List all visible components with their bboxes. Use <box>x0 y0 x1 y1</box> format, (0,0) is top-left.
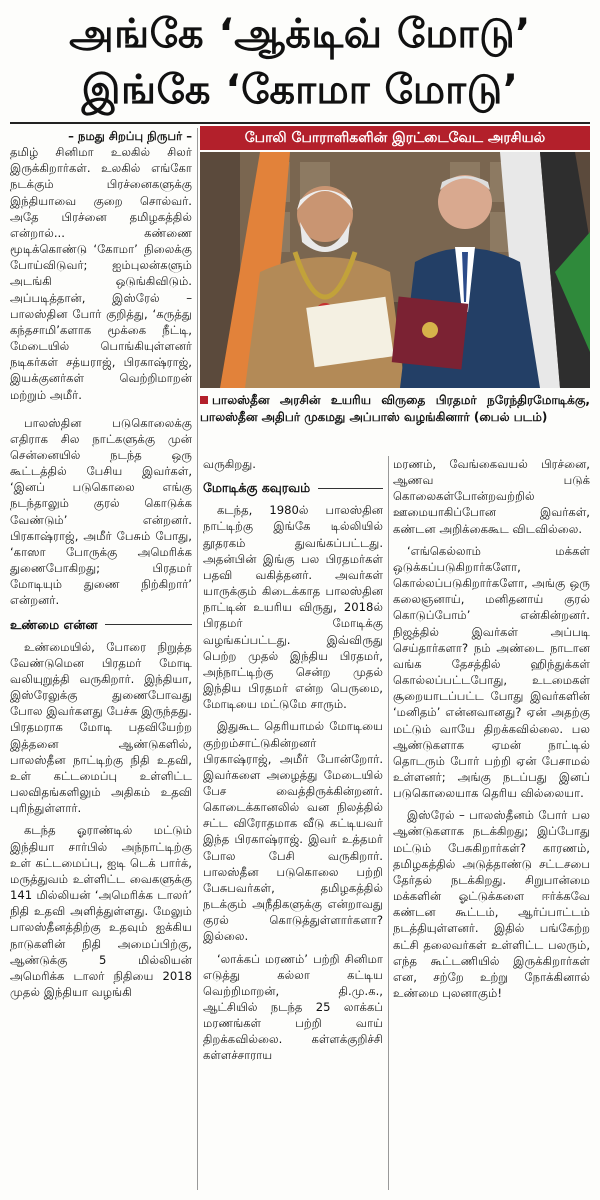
col3-paragraph-2: ‘எங்கெல்லாம் மக்கள் ஒடுக்கப்படுகிறார்களோ, கொல்லப்படுகிறார்களோ, அங்கு ஒரு கலைஞனாய், மனிதனாய் குரல் கொடுப்போம்’ என்கின்றனர். நிஜத்தில் இவர்கள் அப்படி செய்தார்களா? நம் அண்டை நாடான வங்க தேசத்தில் ஹிந்துக்கள் கொல்லப்பட்டபோது, உடமைகள் சூறையாடப்பட்ட போது இவர்களின் ‘மனிதம்’ என்னவானது? ஏன் அதற்கு மட்டும் வாயே திறக்கவில்லை. பல ஆண்டுகளாக ஏமன் நாட்டில் தொடரும் போர் பற்றி ஏன் பேசாமல் உள்ளனர்; அங்கு நடப்பது இனப் படுகொலையாக தெரிய வில்லையா. <box>393 543 590 801</box>
column-divider-1 <box>197 128 198 1190</box>
col2-paragraph-3: இதுகூட தெரியாமல் மோடியை குற்றம்சாட்டுகின்றனர் பிரகாஷ்ராஜ், அமீர் போன்றோர். இவர்களை அழைத்து மேடையில் பேச வைத்திருக்கின்றனர். கொடைக்கானலில் வன நிலத்தில் சட்ட விரோதமாக வீடு கட்டியவர் இந்த பிரகாஷ்ராஜ். இவர் உத்தமர் போல பேசி வருகிறார். பாலஸ்தீன படுகொலை பற்றி பேசுபவர்கள், தமிழகத்தில் நடக்கும் அநீதிகளுக்கு என்றாவது குரல் கொடுத்துள்ளார்களா? இல்லை. <box>203 719 383 944</box>
col1-paragraph-2: பாலஸ்தின படுகொலைக்கு எதிராக சில நாட்களுக்கு முன் சென்னையில் நடந்த ஒரு கூட்டத்தில் பேசிய இவர்கள், ‘இனப் படுகொலை எங்கு நடந்தாலும் குரல் கொடுக்க வேண்டும்’ என்றனர். பிரகாஷ்ராஜ், அமீர் பேசும் போது, ‘காஸா போருக்கு அமெரிக்க துணைபோகிறது; பிரதமர் மோடியும் துணை நிற்கிறார்’ என்றனர். <box>10 415 192 608</box>
column-3 <box>393 456 590 1001</box>
caption-bullet <box>200 396 208 404</box>
col2-paragraph-4: ‘லாக்கப் மரணம்’ பற்றி சினிமா எடுத்து கல்லா கட்டிய வெற்றிமாறன், தி.மு.க., ஆட்சியில் நடந்த 25 லாக்கப் மரணங்கள் பற்றி வாய் திறக்கவில்லை. கள்ளக்குறிச்சி கள்ளச்சாராய <box>203 951 383 1063</box>
col2-paragraph-1: வருகிறது. <box>203 457 256 471</box>
news-photo <box>200 152 590 388</box>
byline: – நமது சிறப்பு நிருபர் – <box>68 129 192 143</box>
headline-line-2: இங்கே ‘கோமா மோடு’ <box>81 67 519 113</box>
photo-illustration <box>200 152 590 388</box>
headline-rule <box>10 122 590 124</box>
subhead-truth <box>10 617 192 633</box>
caption-text: பாலஸ்தீன அரசின் உயரிய விருதை பிரதமர் நரேந்திரமோடிக்கு, பாலஸ்தீன அதிபர் முகமது அப்பாஸ் வழங்கினார் (பைல் படம்) <box>200 393 590 424</box>
col1-paragraph-4: கடந்த ஓராண்டில் மட்டும் இந்தியா சார்பில் அந்நாட்டிற்கு உள் கட்டமைப்பு, ஐடி டெக் பார்க், மருத்துவம் உள்ளிட்ட வைகளுக்கு 141 மில்லியன் ‘அமெரிக்க டாலர்’ நிதி உதவி அளித்துள்ளது. மேலும் பாலஸ்தீனத்திற்கு உதவும் ஐக்கிய நாடுகளின் நிதி அமைப்பிற்கு, ஆண்டுக்கு 5 மில்லியன் அமெரிக்க டாலர் நிதியை 2018 முதல் இந்தியா வழங்கி <box>10 823 192 999</box>
col2-paragraph-2: கடந்த, 1980ல் பாலஸ்தின நாட்டிற்கு இங்கே டில்லியில் தூதரகம் துவங்கப்பட்டது. அதன்பின் இங்கு பல பிரதமர்கள் பதவி வகித்தனர். அவர்கள் யாருக்கும் கிடைக்காத பாலஸ்தின நாட்டின் உயரிய விருது, 2018ல் பிரதமர் மோடிக்கு வழங்கப்பட்டது. இவ்விருது பெற்ற முதல் இந்திய பிரதமர், அந்நாட்டிற்கு சென்ற முதல் இந்திய பிரதமர் என்ற பெருமை, மோடியை மட்டுமே சாரும். <box>203 503 383 712</box>
headline-line-1: அங்கே ‘ஆக்டிவ் மோடு’ <box>69 11 531 57</box>
banner: போலி போராளிகளின் இரட்டைவேட அரசியல் <box>200 126 590 150</box>
column-divider-2 <box>388 456 389 1190</box>
subhead-pride <box>203 480 383 496</box>
column-2 <box>203 456 383 1064</box>
column-1 <box>10 128 192 1000</box>
col1-paragraph-1: தமிழ் சினிமா உலகில் சிலர் இருக்கிறார்கள். உலகில் எங்கோ நடக்கும் பிரச்னைகளுக்கு இந்தியாவை குறை சொல்வர். அதே பிரச்னை தமிழகத்தில் என்றால்... கண்ணை மூடிக்கொண்டு ‘கோமா’ நிலைக்கு போய்விடுவர்; ஐம்புலன்களும் அடங்கி ஒடுங்கிவிடும். அப்படித்தான், இஸ்ரேல் – பாலஸ்தின போர் குறித்து, ‘கருத்து கந்தசாமி’களாக மூக்கை நீட்டி, மேடையில் பொங்கியுள்ளனர் நடிகர்கள் சத்யராஜ், பிரகாஷ்ராஜ், இயக்குனர்கள் வெற்றிமாறன் மற்றும் அமீர். <box>10 145 192 402</box>
subhead-pride-text: மோடிக்கு கவுரவம் <box>203 480 311 496</box>
subhead-truth-text: உண்மை என்ன <box>10 616 98 632</box>
col3-paragraph-1: மரணம், வேங்கைவயல் பிரச்னை, ஆணவ படுக் கொலைகள்போன்றவற்றில் ஊமையாகிப்போன இவர்கள், கண்டன அறிக்கைகூட விடவில்லை. <box>393 457 590 536</box>
col3-paragraph-3: இஸ்ரேல் – பாலஸ்தீனம் போர் பல ஆண்டுகளாக நடக்கிறது; இப்போது மட்டும் பேசுகிறார்கள்? காரணம், தமிழகத்தில் அடுத்தாண்டு சட்டசபை தேர்தல் நடக்கிறது. சிறுபான்மை மக்களின் ஓட்டுக்களை ஈர்க்கவே கண்டன கூட்டம், ஆர்ப்பாட்டம் நடத்தியுள்ளனர். இதில் பங்கேற்ற கட்சி தலைவர்கள் உள்ளிட்ட பலரும், எந்த கூட்டணியில் இருக்கிறார்கள் என, சற்றே உற்று நோக்கினால் உண்மை புலனாகும்! <box>393 808 590 1000</box>
col1-paragraph-3: உண்மையில், போரை நிறுத்த வேண்டுமென பிரதமர் மோடி வலியுறுத்தி வருகிறார். இந்தியா, இஸ்ரேலுக்கு துணைபோவது போல இவர்களது பேச்சு இருந்தது. பிரதமராக மோடி பதவியேற்ற இத்தனை ஆண்டுகளில், பாலஸ்தீன நாட்டிற்கு நிதி உதவி, உள் கட்டமைப்பு உள்ளிட்ட பலவிதங்களிலும் அதிகம் உதவி புரிந்துள்ளார். <box>10 639 192 816</box>
photo-caption <box>200 392 590 426</box>
